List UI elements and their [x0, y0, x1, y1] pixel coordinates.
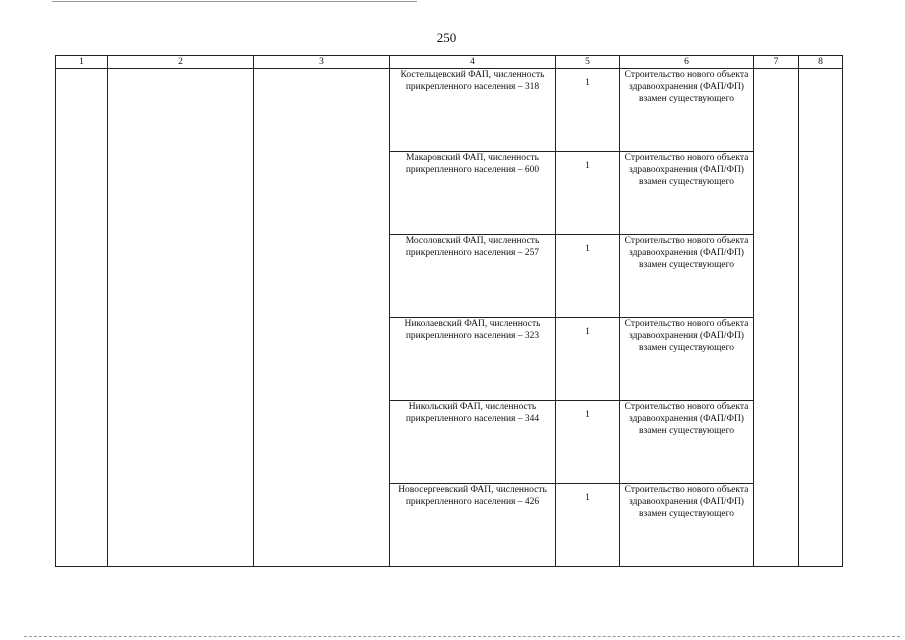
measure-cell: Строительство нового объекта здравоохранения (ФАП/ФП) взамен существующего [620, 69, 754, 152]
column-header-8: 8 [799, 56, 843, 69]
quantity-cell [556, 69, 620, 152]
column-header-2: 2 [108, 56, 254, 69]
top-rule [52, 1, 417, 2]
column-header-1: 1 [56, 56, 108, 69]
quantity-value: 1 [585, 327, 590, 337]
document-table [55, 55, 843, 567]
facility-name-cell: Костельцевский ФАП, численность прикрепленного населения – 318 [390, 69, 556, 152]
column-header-4: 4 [390, 56, 556, 69]
quantity-value: 1 [585, 493, 590, 503]
quantity-cell [556, 484, 620, 567]
quantity-value: 1 [585, 161, 590, 171]
quantity-cell [556, 401, 620, 484]
quantity-cell [556, 152, 620, 235]
measure-cell: Строительство нового объекта здравоохранения (ФАП/ФП) взамен существующего [620, 484, 754, 567]
measure-cell: Строительство нового объекта здравоохранения (ФАП/ФП) взамен существующего [620, 235, 754, 318]
measure-cell: Строительство нового объекта здравоохранения (ФАП/ФП) взамен существующего [620, 318, 754, 401]
measure-cell: Строительство нового объекта здравоохранения (ФАП/ФП) взамен существующего [620, 152, 754, 235]
column-1-cell [56, 69, 108, 567]
facility-name-cell: Николаевский ФАП, численность прикрепленного населения – 323 [390, 318, 556, 401]
quantity-value: 1 [585, 410, 590, 420]
quantity-value: 1 [585, 244, 590, 254]
facility-name-cell: Никольский ФАП, численность прикрепленного населения – 344 [390, 401, 556, 484]
column-header-6: 6 [620, 56, 754, 69]
bottom-rule [24, 636, 900, 637]
measure-cell: Строительство нового объекта здравоохранения (ФАП/ФП) взамен существующего [620, 401, 754, 484]
facility-name-cell: Новосергеевский ФАП, численность прикрепленного населения – 426 [390, 484, 556, 567]
column-header-5: 5 [556, 56, 620, 69]
column-8-cell [799, 69, 843, 567]
quantity-cell [556, 235, 620, 318]
column-7-cell [754, 69, 799, 567]
column-header-3: 3 [254, 56, 390, 69]
table-row [56, 69, 843, 152]
column-3-cell [254, 69, 390, 567]
facility-name-cell: Мосоловский ФАП, численность прикрепленного населения – 257 [390, 235, 556, 318]
column-2-cell [108, 69, 254, 567]
facility-name-cell: Макаровский ФАП, численность прикрепленного населения – 600 [390, 152, 556, 235]
header-row [56, 56, 843, 69]
quantity-value: 1 [585, 78, 590, 88]
column-header-7: 7 [754, 56, 799, 69]
page-number: 250 [436, 30, 457, 45]
quantity-cell [556, 318, 620, 401]
